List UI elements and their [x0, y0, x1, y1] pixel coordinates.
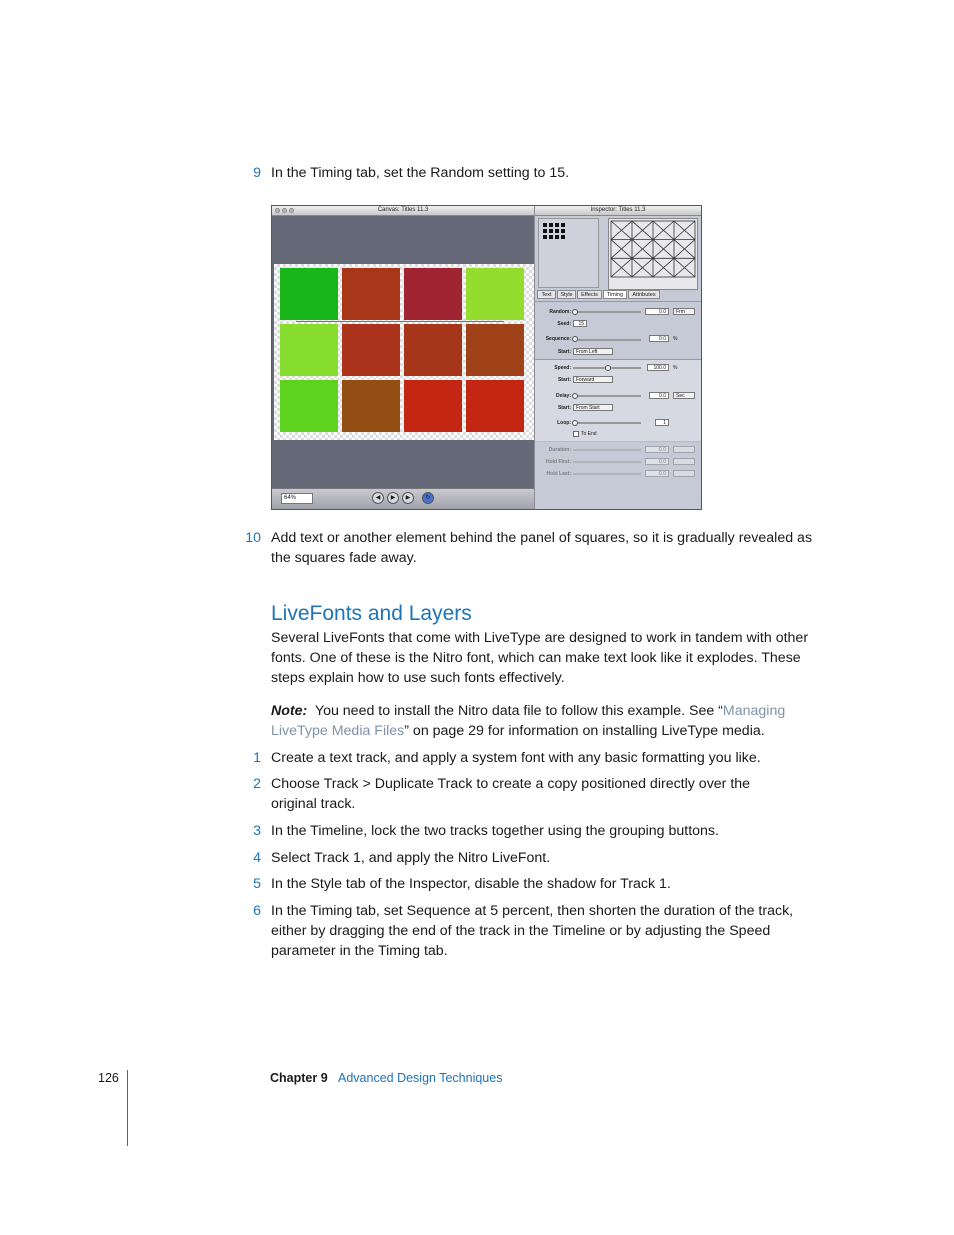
canvas-title: Canvas: Titles 11.3 — [377, 207, 429, 213]
hold-last-units-popup[interactable] — [673, 470, 695, 477]
minimize-window-icon[interactable] — [282, 208, 287, 213]
step-number: 1 — [253, 750, 261, 766]
zoom-window-icon[interactable] — [289, 208, 294, 213]
random-label: Random: — [549, 309, 571, 315]
note-paragraph — [271, 701, 831, 741]
color-square[interactable] — [404, 324, 462, 376]
step-number: 6 — [253, 903, 261, 919]
step-number: 9 — [253, 165, 261, 181]
step-text: In the Timing tab, set Sequence at 5 percent, then shorten the duration of the track, either by dragging the end of the track in the Timeline or by adjusting the Speed parameter in the Timing tab. — [271, 903, 794, 959]
chapter-title: Advanced Design Techniques — [338, 1071, 503, 1085]
tab-timing[interactable]: Timing — [603, 290, 627, 299]
to-end-label: To End — [581, 431, 597, 437]
hold-first-label: Hold First: — [546, 459, 571, 465]
crossed-grid-icon — [609, 219, 697, 289]
note-label: Note: — [271, 703, 308, 719]
loop-icon[interactable]: ↻ — [422, 492, 434, 504]
glyph-preview — [608, 218, 698, 290]
random-knob[interactable] — [572, 309, 578, 315]
color-square[interactable] — [404, 268, 462, 320]
transport-bar — [272, 488, 534, 510]
duration-units-popup[interactable] — [673, 446, 695, 453]
random-field[interactable]: 0.0 — [645, 308, 669, 315]
livetype-screenshot — [271, 205, 702, 510]
speed-section — [535, 359, 701, 442]
step-text: Select Track 1, and apply the Nitro LiveFont. — [271, 850, 551, 866]
loop-label: Loop: — [557, 420, 571, 426]
squares-panel — [274, 264, 534, 440]
delay-slider[interactable] — [573, 395, 641, 397]
sequence-knob[interactable] — [572, 336, 578, 342]
sequence-label: Sequence: — [545, 336, 571, 342]
random-units-popup[interactable]: Frm — [673, 308, 695, 315]
random-section — [535, 301, 701, 360]
intro-paragraph: Several LiveFonts that come with LiveType are designed to work in tandem with other fonts. One of these is the Nitro font, which can make text look like it explodes. These steps explain how to use such fonts effectively. — [271, 630, 809, 686]
color-square[interactable] — [466, 324, 524, 376]
color-square[interactable] — [280, 380, 338, 432]
direction-start-label: Start: — [557, 377, 571, 383]
step-text: In the Style tab of the Inspector, disable the shadow for Track 1. — [271, 876, 671, 892]
step-text: In the Timeline, lock the two tracks together using the grouping buttons. — [271, 823, 719, 839]
hold-first-field[interactable]: 0.0 — [645, 458, 669, 465]
loop-slider[interactable] — [573, 422, 641, 424]
close-window-icon[interactable] — [275, 208, 280, 213]
step-number: 3 — [253, 823, 261, 839]
color-square[interactable] — [342, 380, 400, 432]
sequence-slider[interactable] — [573, 339, 641, 341]
note-text-post: ” on page 29 for information on installing LiveType media. — [404, 723, 765, 739]
color-square[interactable] — [280, 268, 338, 320]
step-number: 5 — [253, 876, 261, 892]
section-title: LiveFonts and Layers — [271, 602, 472, 625]
delay-knob[interactable] — [572, 393, 578, 399]
start-popup[interactable]: From Left — [573, 348, 613, 355]
step-text: Add text or another element behind the panel of squares, so it is gradually revealed as the squares fade away. — [271, 530, 813, 566]
step-number: 4 — [253, 850, 261, 866]
loop-knob[interactable] — [572, 420, 578, 426]
delay-label: Delay: — [555, 393, 571, 399]
loop-field[interactable]: 1 — [655, 419, 669, 426]
footer-rule — [127, 1070, 128, 1146]
zoom-popup[interactable]: 64% — [281, 493, 313, 504]
cross-reference-link[interactable]: Managing LiveType Media Files — [271, 703, 786, 739]
hold-last-label: Hold Last: — [546, 471, 571, 477]
color-square[interactable] — [280, 324, 338, 376]
inspector-title: Inspector: Titles 11.3 — [590, 207, 646, 213]
color-square[interactable] — [342, 324, 400, 376]
step-text: Choose Track > Duplicate Track to create a copy positioned directly over the original track. — [271, 776, 751, 812]
hold-last-slider[interactable] — [573, 473, 641, 475]
page-number: 126 — [98, 1071, 119, 1085]
sequence-unit: % — [673, 336, 678, 342]
step-text: Create a text track, and apply a system font with any basic formatting you like. — [271, 750, 761, 766]
tab-style[interactable]: Style — [557, 290, 576, 299]
direction-popup[interactable]: Forward — [573, 376, 613, 383]
speed-unit: % — [673, 365, 678, 371]
hold-first-units-popup[interactable] — [673, 458, 695, 465]
color-square[interactable] — [342, 268, 400, 320]
duration-label: Duration: — [548, 447, 571, 453]
dots-glyph-icon — [543, 223, 573, 245]
hold-first-slider[interactable] — [573, 461, 641, 463]
color-square[interactable] — [466, 268, 524, 320]
tab-text[interactable]: Text — [537, 290, 556, 299]
rewind-icon[interactable]: ◀ — [372, 492, 384, 504]
to-end-checkbox[interactable] — [573, 431, 579, 437]
motion-path-line[interactable] — [296, 321, 504, 322]
delay-start-popup[interactable]: From Start — [573, 404, 613, 411]
speed-knob[interactable] — [605, 365, 611, 371]
forward-icon[interactable]: ▶ — [402, 492, 414, 504]
chapter-label: Chapter 9 — [270, 1071, 328, 1085]
tab-attributes[interactable]: Attributes — [628, 290, 660, 299]
tab-effects[interactable]: Effects — [577, 290, 602, 299]
step-text: In the Timing tab, set the Random setting to 15. — [271, 165, 570, 181]
note-text-pre: You need to install the Nitro data file to follow this example. See “ — [314, 703, 723, 719]
color-square[interactable] — [466, 380, 524, 432]
color-square[interactable] — [404, 380, 462, 432]
duration-section — [535, 441, 701, 510]
seed-label: Seed: — [557, 321, 571, 327]
canvas-titlebar — [272, 206, 534, 216]
random-slider[interactable] — [573, 311, 641, 313]
inspector-titlebar — [535, 206, 701, 216]
step-number: 10 — [245, 530, 261, 546]
speed-field[interactable]: 100.0 — [647, 364, 669, 371]
font-thumbnail — [538, 218, 599, 288]
delay-units-popup[interactable]: Sec — [673, 392, 695, 399]
canvas-window — [272, 206, 534, 509]
duration-slider[interactable] — [573, 449, 641, 451]
start-label: Start: — [557, 349, 571, 355]
step-number: 2 — [253, 776, 261, 792]
delay-field[interactable]: 0.0 — [649, 392, 669, 399]
play-icon[interactable]: ▶ — [387, 492, 399, 504]
sequence-field[interactable]: 0.0 — [649, 335, 669, 342]
inspector-window — [535, 206, 701, 509]
seed-field[interactable]: 15 — [573, 320, 587, 327]
duration-field[interactable]: 0.0 — [645, 446, 669, 453]
hold-last-field[interactable]: 0.0 — [645, 470, 669, 477]
speed-label: Speed: — [554, 365, 571, 371]
delay-start-label: Start: — [557, 405, 571, 411]
